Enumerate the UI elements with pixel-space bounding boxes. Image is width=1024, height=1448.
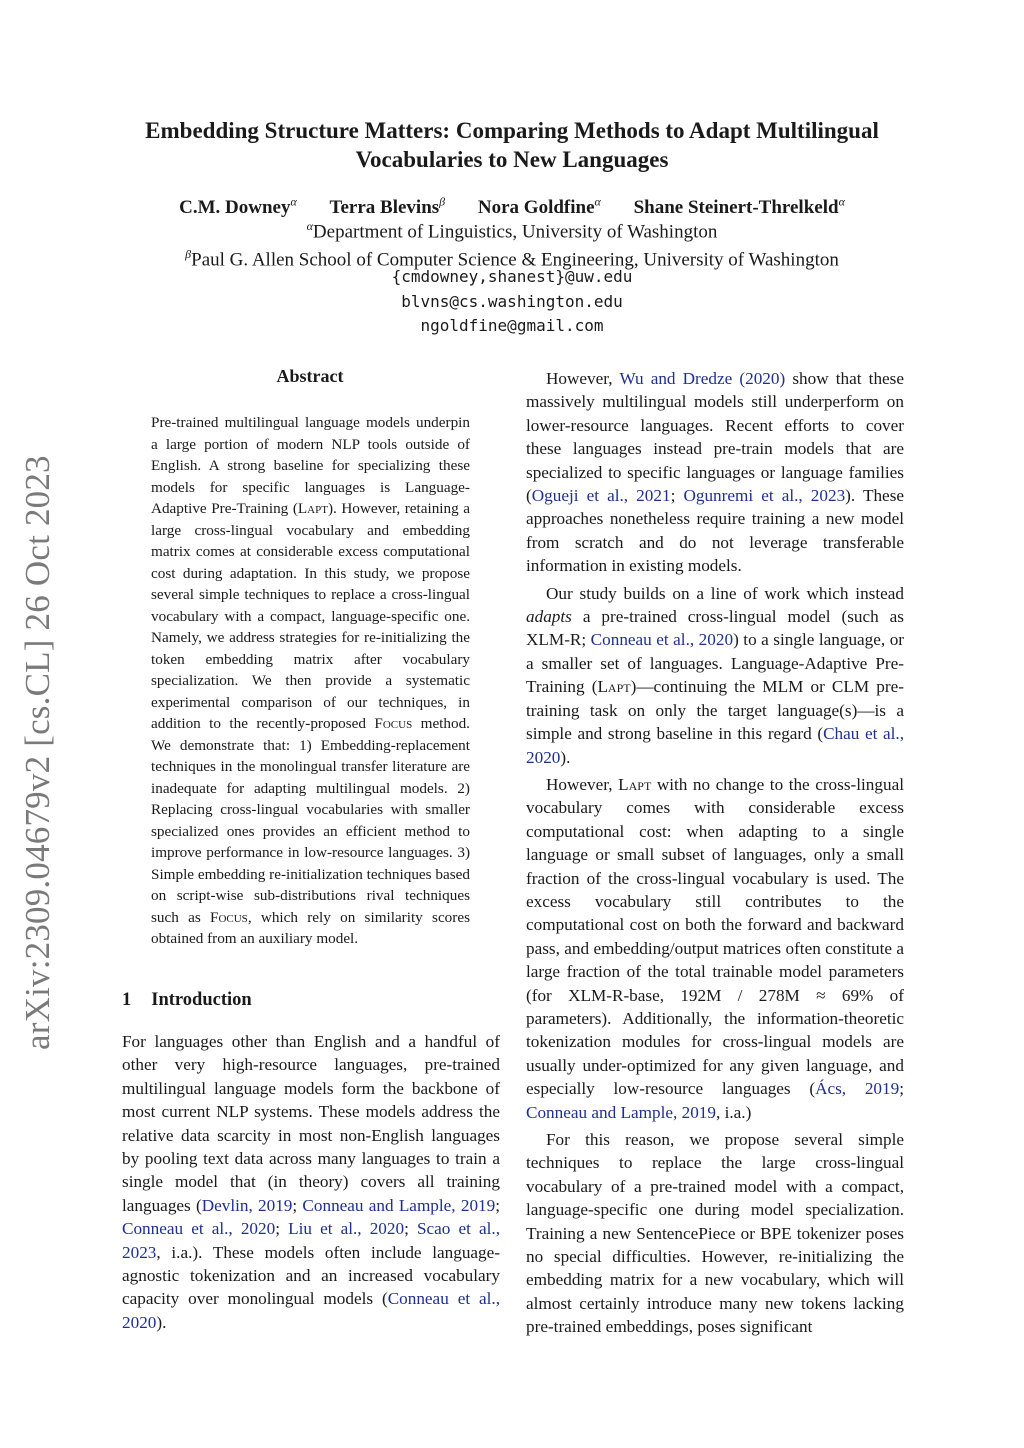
citation-link[interactable]: Wu and Dredze (2020) — [619, 369, 786, 388]
citation-link[interactable]: Chau et al., 2020 — [526, 724, 904, 767]
paragraph: For languages other than English and a handful of other very high-resource languages, pre-trained multilingual language models form the backbone of most current NLP systems. These models address the relative data scarcity in most non-English languages by pooling text data across many languages to train a single model that (in theory) covers all training languages (Devlin, 2019; Conneau and Lample, 2019; Conneau et al., 2020; Liu et al., 2020; Scao et al., 2023, i.a.). These models often include language-agnostic tokenization and an increased vocabulary capacity over monolingual models (Conneau et al., 2020). — [122, 1032, 501, 1332]
section-heading: 1 Introduction — [122, 990, 252, 1010]
citation-link[interactable]: Ács, 2019 — [815, 1079, 900, 1099]
intro-body — [122, 1030, 500, 1334]
citation-link[interactable]: Liu et al., 2020 — [288, 1219, 405, 1239]
arxiv-identifier: arXiv:2309.04679v2 [cs.CL] 26 Oct 2023 — [18, 455, 57, 1050]
citation-link[interactable]: Conneau and Lample, 2019 — [526, 1102, 716, 1122]
citation-link[interactable]: Conneau et al., 2020 — [122, 1219, 276, 1239]
citation-link[interactable]: Ogunremi et al., 2023 — [683, 486, 846, 506]
abstract-paragraph: Pre-trained multilingual language models underpin a large portion of modern NLP tools outside of English. A strong baseline for specializing these models for specific languages is Language-Adaptive Pre-Training (Lapt). However, retaining a large cross-lingual vocabulary and embedding matrix comes at considerable excess computational cost during adaptation. In this study, we propose several simple techniques to replace a cross-lingual vocabulary with a compact, language-specific one. Namely, we address strategies for re-initializing the token embedding matrix after vocabulary specialization. We then provide a systematic experimental comparison of our techniques, in addition to the recently-proposed Focus method. We demonstrate that: 1) Embedding-replacement techniques in the monolingual transfer literature are inadequate for adapting multilingual models. 2) Replacing cross-lingual vocabularies with smaller specialized ones provides an efficient method to improve performance in low-resource languages. 3) Simple embedding re-initialization techniques based on script-wise sub-distributions rival techniques such as Focus, which rely on similarity scores obtained from an auxiliary model. — [151, 414, 470, 947]
citation-link[interactable]: Conneau and Lample, 2019 — [302, 1195, 496, 1215]
email-address: {cmdowney,shanest}@uw.edu — [391, 267, 633, 286]
title-line: Vocabularies to New Languages — [355, 147, 669, 172]
paragraph: Our study builds on a line of work which instead adapts a pre-trained cross-lingual model (such as XLM-R; Conneau et al., 2020) to a single language, or a smaller set of languages. Language-Adaptive Pre-Training (Lapt)—continuing the MLM or CLM pre-training task on only the target language(s)—is a simple and strong baseline in this regard (Chau et al., 2020). — [526, 583, 905, 767]
paragraph: However, Wu and Dredze (2020) show that these massively multilingual models still underperform on lower-resource languages. Recent efforts to cover these languages instead pre-train models that are specialized to specific languages or language families (Ogueji et al., 2021; Ogunremi et al., 2023). These approaches nonetheless require training a new model from scratch and do not leverage transferable information in existing models. — [526, 369, 905, 576]
right-column — [526, 367, 904, 1343]
title-line: Embedding Structure Matters: Comparing Methods to Adapt Multilingual — [145, 118, 879, 143]
citation-link[interactable]: Ogueji et al., 2021 — [531, 486, 671, 506]
affiliation: $^\beta$Paul G. Allen School of Computer Science & Engineering, University of Washington — [185, 247, 839, 271]
author: Nora Goldfine$^\alpha$ — [477, 195, 601, 219]
citation-link[interactable]: Scao et al., 2023 — [122, 1219, 500, 1262]
citation-link[interactable]: Devlin, 2019 — [201, 1195, 293, 1215]
abstract-body — [151, 412, 470, 950]
citation-link[interactable]: Conneau et al., 2020 — [590, 630, 734, 650]
paragraph: However, Lapt with no change to the cross-lingual vocabulary comes with considerable excess computational cost: when adapting to a single language or small subset of languages, only a small fraction of the cross-lingual vocabulary is used. The excess vocabulary still contributes to the computational cost on both the forward and backward pass, and embedding/output matrices often constitute a large fraction of the total trainable model parameters (for XLM-R-base, 192M / 278M ≈ 69% of parameters). Additionally, the information-theoretic tokenization modules for cross-lingual models are usually under-optimized for any given language, and especially low-resource languages (Ács, 2019; Conneau and Lample, 2019, i.a.) — [526, 774, 904, 1122]
citation-link[interactable]: Conneau et al., 2020 — [122, 1289, 500, 1332]
email-address: ngoldfine@gmail.com — [420, 316, 604, 335]
paragraph: For this reason, we propose several simple techniques to replace the large cross-lingual vocabulary of a pre-trained model with a compact, language-specific one during model specialization. Training a new SentencePiece or BPE tokenizer poses no special difficulties. However, re-initializing the embedding matrix for a new vocabulary, which will almost certainly introduce many new tokens lacking pre-trained embeddings, poses significant — [526, 1130, 904, 1337]
paper-title — [110, 116, 914, 174]
author: Terra Blevins$^\beta$ — [329, 195, 446, 219]
email-address: blvns@cs.washington.edu — [401, 292, 623, 311]
author: C.M. Downey$^\alpha$ — [179, 195, 297, 219]
affiliation: $^\alpha$Department of Linguistics, University of Washington — [306, 219, 718, 243]
author: Shane Steinert-Threlkeld$^\alpha$ — [633, 195, 845, 219]
abstract-heading: Abstract — [276, 366, 344, 386]
